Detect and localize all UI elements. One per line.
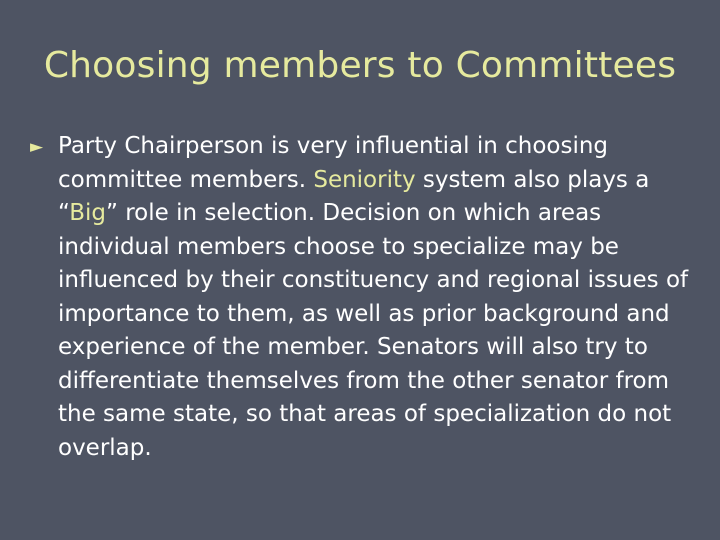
bullet-item (30, 130, 690, 465)
bullet-text (58, 130, 690, 465)
highlight-big: Big (69, 200, 106, 226)
bullet-text-segment: ” role in selection. Decision on which areas individual members choose to specialize may be influenced by their constituency and regional issues of importance to them, as well as prior background and experience of the member. Senators will also try to differentiate themselves from the other senator from the same state, so that areas of specialization do not overlap. (58, 200, 689, 461)
triangle-right-icon: ► (30, 137, 44, 157)
highlight-seniority: Seniority (313, 166, 416, 193)
slide-title: Choosing members to Committees (43, 45, 677, 86)
slide-content (30, 130, 690, 465)
bullet-text-segment: Party Chairperson is very influential in choosing committee members. (58, 133, 609, 193)
bullet-text-segment: system also plays a “ (58, 166, 650, 226)
